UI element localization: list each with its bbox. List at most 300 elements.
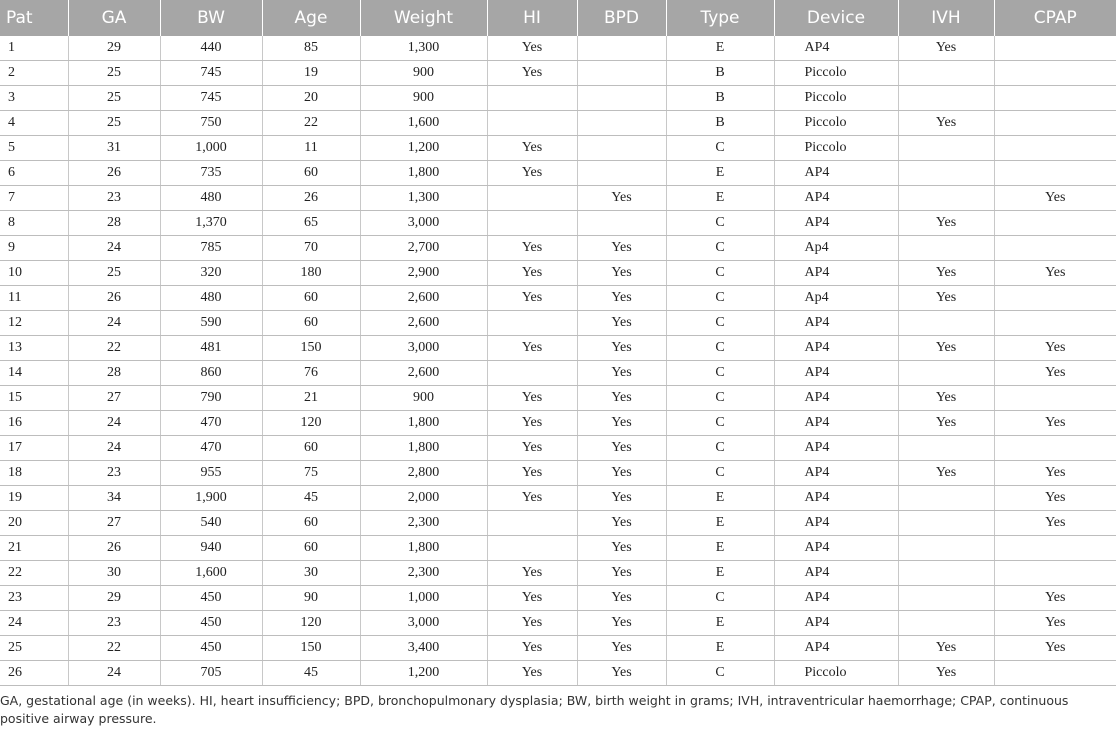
cell-bw: 785 <box>160 236 262 261</box>
cell-bpd: Yes <box>577 586 666 611</box>
cell-ga: 26 <box>68 161 160 186</box>
cell-weight: 2,000 <box>360 486 487 511</box>
cell-bw: 860 <box>160 361 262 386</box>
cell-ivh: Yes <box>898 211 994 236</box>
cell-age: 21 <box>262 386 360 411</box>
cell-device: AP4 <box>774 186 898 211</box>
cell-ivh: Yes <box>898 261 994 286</box>
table-row <box>0 211 1116 236</box>
cell-weight: 2,900 <box>360 261 487 286</box>
cell-hi <box>487 86 577 111</box>
cell-type: C <box>666 361 774 386</box>
cell-type: C <box>666 661 774 686</box>
cell-ga: 24 <box>68 411 160 436</box>
cell-bpd: Yes <box>577 536 666 561</box>
cell-bpd: Yes <box>577 311 666 336</box>
table-row <box>0 511 1116 536</box>
cell-device: AP4 <box>774 511 898 536</box>
cell-age: 60 <box>262 536 360 561</box>
cell-weight: 1,200 <box>360 661 487 686</box>
cell-cpap: Yes <box>994 186 1116 211</box>
cell-age: 60 <box>262 311 360 336</box>
table-row <box>0 636 1116 661</box>
cell-age: 75 <box>262 461 360 486</box>
cell-cpap <box>994 286 1116 311</box>
cell-pat: 12 <box>0 311 68 336</box>
cell-hi: Yes <box>487 636 577 661</box>
cell-weight: 1,800 <box>360 536 487 561</box>
cell-hi: Yes <box>487 236 577 261</box>
cell-cpap: Yes <box>994 611 1116 636</box>
cell-bw: 790 <box>160 386 262 411</box>
cell-device: Ap4 <box>774 286 898 311</box>
cell-device: Piccolo <box>774 136 898 161</box>
cell-bpd: Yes <box>577 336 666 361</box>
cell-ivh <box>898 361 994 386</box>
table-row <box>0 236 1116 261</box>
cell-pat: 2 <box>0 61 68 86</box>
cell-cpap: Yes <box>994 461 1116 486</box>
cell-bpd: Yes <box>577 236 666 261</box>
cell-bpd: Yes <box>577 411 666 436</box>
cell-weight: 1,300 <box>360 36 487 61</box>
cell-bpd: Yes <box>577 611 666 636</box>
cell-type: C <box>666 236 774 261</box>
cell-weight: 900 <box>360 86 487 111</box>
cell-weight: 2,600 <box>360 311 487 336</box>
cell-age: 85 <box>262 36 360 61</box>
cell-pat: 13 <box>0 336 68 361</box>
cell-pat: 3 <box>0 86 68 111</box>
header-age: Age <box>262 0 360 36</box>
cell-ivh: Yes <box>898 336 994 361</box>
table-row <box>0 411 1116 436</box>
cell-bpd <box>577 61 666 86</box>
cell-age: 150 <box>262 636 360 661</box>
cell-device: Piccolo <box>774 111 898 136</box>
header-type: Type <box>666 0 774 36</box>
cell-ivh: Yes <box>898 461 994 486</box>
cell-cpap: Yes <box>994 511 1116 536</box>
cell-ivh <box>898 136 994 161</box>
cell-cpap <box>994 61 1116 86</box>
cell-ivh <box>898 186 994 211</box>
cell-ga: 25 <box>68 261 160 286</box>
cell-bpd: Yes <box>577 386 666 411</box>
cell-pat: 1 <box>0 36 68 61</box>
cell-bw: 540 <box>160 511 262 536</box>
cell-device: AP4 <box>774 586 898 611</box>
table-row <box>0 361 1116 386</box>
table-row <box>0 561 1116 586</box>
cell-bw: 940 <box>160 536 262 561</box>
cell-pat: 26 <box>0 661 68 686</box>
cell-cpap: Yes <box>994 361 1116 386</box>
cell-weight: 2,300 <box>360 561 487 586</box>
cell-weight: 2,600 <box>360 361 487 386</box>
cell-age: 180 <box>262 261 360 286</box>
cell-bw: 470 <box>160 436 262 461</box>
cell-ga: 24 <box>68 236 160 261</box>
cell-bpd: Yes <box>577 436 666 461</box>
cell-bw: 440 <box>160 36 262 61</box>
cell-device: Ap4 <box>774 236 898 261</box>
cell-ga: 24 <box>68 311 160 336</box>
cell-bw: 590 <box>160 311 262 336</box>
cell-ga: 26 <box>68 286 160 311</box>
cell-pat: 23 <box>0 586 68 611</box>
cell-type: E <box>666 636 774 661</box>
cell-pat: 11 <box>0 286 68 311</box>
cell-bw: 450 <box>160 586 262 611</box>
cell-ivh: Yes <box>898 386 994 411</box>
cell-bpd <box>577 111 666 136</box>
cell-pat: 17 <box>0 436 68 461</box>
cell-bw: 481 <box>160 336 262 361</box>
cell-device: AP4 <box>774 361 898 386</box>
cell-type: E <box>666 611 774 636</box>
cell-cpap <box>994 236 1116 261</box>
cell-type: C <box>666 311 774 336</box>
table-footnote: GA, gestational age (in weeks). HI, heart insufficiency; BPD, bronchopulmonary dysplasia; BW, birth weight in grams; IVH, intraventricular haemorrhage; CPAP, continuous positive airway pressure. <box>0 693 1069 726</box>
cell-weight: 2,800 <box>360 461 487 486</box>
cell-bpd: Yes <box>577 636 666 661</box>
cell-bw: 450 <box>160 611 262 636</box>
cell-pat: 10 <box>0 261 68 286</box>
cell-device: AP4 <box>774 561 898 586</box>
cell-bw: 735 <box>160 161 262 186</box>
cell-hi: Yes <box>487 486 577 511</box>
cell-hi <box>487 211 577 236</box>
cell-pat: 18 <box>0 461 68 486</box>
cell-ga: 29 <box>68 36 160 61</box>
cell-device: AP4 <box>774 261 898 286</box>
table-row <box>0 261 1116 286</box>
cell-bpd: Yes <box>577 186 666 211</box>
cell-pat: 5 <box>0 136 68 161</box>
cell-hi <box>487 311 577 336</box>
cell-ivh <box>898 536 994 561</box>
cell-pat: 24 <box>0 611 68 636</box>
cell-hi: Yes <box>487 161 577 186</box>
cell-ivh <box>898 61 994 86</box>
table-row <box>0 286 1116 311</box>
cell-pat: 6 <box>0 161 68 186</box>
cell-age: 60 <box>262 436 360 461</box>
table-row <box>0 436 1116 461</box>
cell-type: C <box>666 286 774 311</box>
table-header-row <box>0 0 1116 36</box>
cell-age: 30 <box>262 561 360 586</box>
cell-device: AP4 <box>774 436 898 461</box>
cell-pat: 7 <box>0 186 68 211</box>
cell-pat: 19 <box>0 486 68 511</box>
cell-weight: 1,800 <box>360 161 487 186</box>
cell-hi: Yes <box>487 36 577 61</box>
table-row <box>0 36 1116 61</box>
cell-ivh: Yes <box>898 36 994 61</box>
cell-type: E <box>666 36 774 61</box>
cell-bw: 955 <box>160 461 262 486</box>
cell-device: AP4 <box>774 636 898 661</box>
cell-hi <box>487 111 577 136</box>
cell-cpap: Yes <box>994 336 1116 361</box>
table-row <box>0 61 1116 86</box>
table-row <box>0 161 1116 186</box>
cell-cpap <box>994 386 1116 411</box>
cell-age: 19 <box>262 61 360 86</box>
cell-hi: Yes <box>487 561 577 586</box>
cell-bpd: Yes <box>577 486 666 511</box>
table-row <box>0 111 1116 136</box>
cell-device: AP4 <box>774 461 898 486</box>
cell-type: B <box>666 61 774 86</box>
cell-bw: 1,000 <box>160 136 262 161</box>
cell-ivh <box>898 236 994 261</box>
cell-ga: 23 <box>68 611 160 636</box>
cell-cpap <box>994 561 1116 586</box>
cell-ivh: Yes <box>898 636 994 661</box>
cell-cpap <box>994 111 1116 136</box>
cell-bpd: Yes <box>577 461 666 486</box>
cell-ga: 30 <box>68 561 160 586</box>
cell-device: AP4 <box>774 161 898 186</box>
cell-ivh <box>898 311 994 336</box>
table-row <box>0 186 1116 211</box>
cell-weight: 2,700 <box>360 236 487 261</box>
cell-ivh: Yes <box>898 111 994 136</box>
cell-device: AP4 <box>774 211 898 236</box>
cell-hi: Yes <box>487 411 577 436</box>
cell-bpd: Yes <box>577 511 666 536</box>
cell-hi: Yes <box>487 461 577 486</box>
cell-device: AP4 <box>774 611 898 636</box>
cell-hi <box>487 511 577 536</box>
cell-ivh <box>898 86 994 111</box>
cell-hi: Yes <box>487 436 577 461</box>
cell-age: 45 <box>262 486 360 511</box>
cell-age: 76 <box>262 361 360 386</box>
cell-bw: 1,370 <box>160 211 262 236</box>
cell-type: C <box>666 411 774 436</box>
cell-hi: Yes <box>487 586 577 611</box>
cell-type: E <box>666 561 774 586</box>
cell-age: 60 <box>262 161 360 186</box>
table-row <box>0 461 1116 486</box>
cell-cpap <box>994 436 1116 461</box>
cell-type: E <box>666 186 774 211</box>
cell-bw: 745 <box>160 61 262 86</box>
cell-cpap <box>994 211 1116 236</box>
header-bw: BW <box>160 0 262 36</box>
cell-weight: 1,200 <box>360 136 487 161</box>
cell-cpap <box>994 536 1116 561</box>
cell-hi: Yes <box>487 611 577 636</box>
cell-ivh <box>898 511 994 536</box>
cell-weight: 3,000 <box>360 211 487 236</box>
header-device: Device <box>774 0 898 36</box>
table-row <box>0 336 1116 361</box>
header-cpap: CPAP <box>994 0 1116 36</box>
cell-age: 22 <box>262 111 360 136</box>
cell-device: AP4 <box>774 411 898 436</box>
cell-weight: 1,000 <box>360 586 487 611</box>
cell-cpap: Yes <box>994 586 1116 611</box>
cell-ga: 26 <box>68 536 160 561</box>
cell-pat: 4 <box>0 111 68 136</box>
cell-type: C <box>666 136 774 161</box>
cell-device: Piccolo <box>774 61 898 86</box>
cell-weight: 900 <box>360 61 487 86</box>
cell-age: 120 <box>262 611 360 636</box>
cell-ga: 27 <box>68 386 160 411</box>
cell-type: E <box>666 511 774 536</box>
cell-ivh <box>898 611 994 636</box>
cell-bpd <box>577 36 666 61</box>
cell-bpd <box>577 136 666 161</box>
cell-type: C <box>666 436 774 461</box>
cell-type: B <box>666 86 774 111</box>
cell-pat: 20 <box>0 511 68 536</box>
cell-cpap <box>994 311 1116 336</box>
cell-type: C <box>666 211 774 236</box>
cell-ga: 22 <box>68 336 160 361</box>
cell-age: 11 <box>262 136 360 161</box>
cell-bw: 750 <box>160 111 262 136</box>
cell-ga: 25 <box>68 61 160 86</box>
table-row <box>0 586 1116 611</box>
cell-age: 45 <box>262 661 360 686</box>
cell-hi <box>487 361 577 386</box>
cell-type: C <box>666 336 774 361</box>
cell-hi: Yes <box>487 261 577 286</box>
cell-pat: 14 <box>0 361 68 386</box>
cell-ivh <box>898 486 994 511</box>
cell-device: AP4 <box>774 36 898 61</box>
header-hi: HI <box>487 0 577 36</box>
table-row <box>0 86 1116 111</box>
cell-bw: 705 <box>160 661 262 686</box>
cell-device: AP4 <box>774 536 898 561</box>
cell-pat: 16 <box>0 411 68 436</box>
cell-cpap: Yes <box>994 636 1116 661</box>
cell-age: 20 <box>262 86 360 111</box>
header-ga: GA <box>68 0 160 36</box>
cell-ivh <box>898 561 994 586</box>
cell-bw: 1,600 <box>160 561 262 586</box>
header-bpd: BPD <box>577 0 666 36</box>
cell-ga: 24 <box>68 661 160 686</box>
cell-hi: Yes <box>487 286 577 311</box>
cell-pat: 8 <box>0 211 68 236</box>
cell-bw: 480 <box>160 186 262 211</box>
cell-pat: 22 <box>0 561 68 586</box>
cell-age: 60 <box>262 286 360 311</box>
cell-weight: 2,600 <box>360 286 487 311</box>
cell-age: 70 <box>262 236 360 261</box>
cell-ga: 29 <box>68 586 160 611</box>
cell-ga: 28 <box>68 211 160 236</box>
cell-bpd: Yes <box>577 261 666 286</box>
cell-ga: 23 <box>68 461 160 486</box>
cell-weight: 1,800 <box>360 436 487 461</box>
cell-type: B <box>666 111 774 136</box>
cell-type: E <box>666 161 774 186</box>
cell-age: 90 <box>262 586 360 611</box>
cell-hi: Yes <box>487 336 577 361</box>
cell-bpd <box>577 211 666 236</box>
cell-ga: 31 <box>68 136 160 161</box>
cell-type: C <box>666 386 774 411</box>
cell-cpap: Yes <box>994 261 1116 286</box>
cell-ivh <box>898 161 994 186</box>
cell-type: E <box>666 536 774 561</box>
cell-bpd: Yes <box>577 561 666 586</box>
cell-ga: 22 <box>68 636 160 661</box>
cell-device: AP4 <box>774 336 898 361</box>
cell-ga: 28 <box>68 361 160 386</box>
cell-bw: 470 <box>160 411 262 436</box>
cell-ga: 25 <box>68 111 160 136</box>
cell-bw: 320 <box>160 261 262 286</box>
header-ivh: IVH <box>898 0 994 36</box>
cell-ga: 27 <box>68 511 160 536</box>
table-row <box>0 661 1116 686</box>
cell-cpap <box>994 661 1116 686</box>
cell-device: AP4 <box>774 386 898 411</box>
table-row <box>0 136 1116 161</box>
table-row <box>0 486 1116 511</box>
table-row <box>0 386 1116 411</box>
cell-age: 26 <box>262 186 360 211</box>
cell-type: C <box>666 261 774 286</box>
table-body <box>0 36 1116 686</box>
cell-ivh: Yes <box>898 411 994 436</box>
cell-weight: 3,000 <box>360 336 487 361</box>
cell-weight: 2,300 <box>360 511 487 536</box>
cell-weight: 1,600 <box>360 111 487 136</box>
cell-bpd: Yes <box>577 661 666 686</box>
cell-age: 150 <box>262 336 360 361</box>
cell-pat: 25 <box>0 636 68 661</box>
cell-hi: Yes <box>487 386 577 411</box>
cell-pat: 9 <box>0 236 68 261</box>
cell-ga: 23 <box>68 186 160 211</box>
cell-cpap: Yes <box>994 486 1116 511</box>
cell-device: AP4 <box>774 311 898 336</box>
cell-pat: 21 <box>0 536 68 561</box>
cell-ivh: Yes <box>898 286 994 311</box>
cell-bw: 1,900 <box>160 486 262 511</box>
cell-device: Piccolo <box>774 661 898 686</box>
cell-bpd <box>577 86 666 111</box>
cell-device: AP4 <box>774 486 898 511</box>
header-weight: Weight <box>360 0 487 36</box>
cell-pat: 15 <box>0 386 68 411</box>
cell-cpap <box>994 86 1116 111</box>
cell-weight: 1,300 <box>360 186 487 211</box>
cell-ivh: Yes <box>898 661 994 686</box>
cell-bw: 450 <box>160 636 262 661</box>
cell-age: 60 <box>262 511 360 536</box>
table-row <box>0 611 1116 636</box>
cell-ga: 25 <box>68 86 160 111</box>
cell-hi: Yes <box>487 661 577 686</box>
cell-ga: 24 <box>68 436 160 461</box>
cell-hi: Yes <box>487 136 577 161</box>
cell-type: C <box>666 586 774 611</box>
cell-cpap: Yes <box>994 411 1116 436</box>
